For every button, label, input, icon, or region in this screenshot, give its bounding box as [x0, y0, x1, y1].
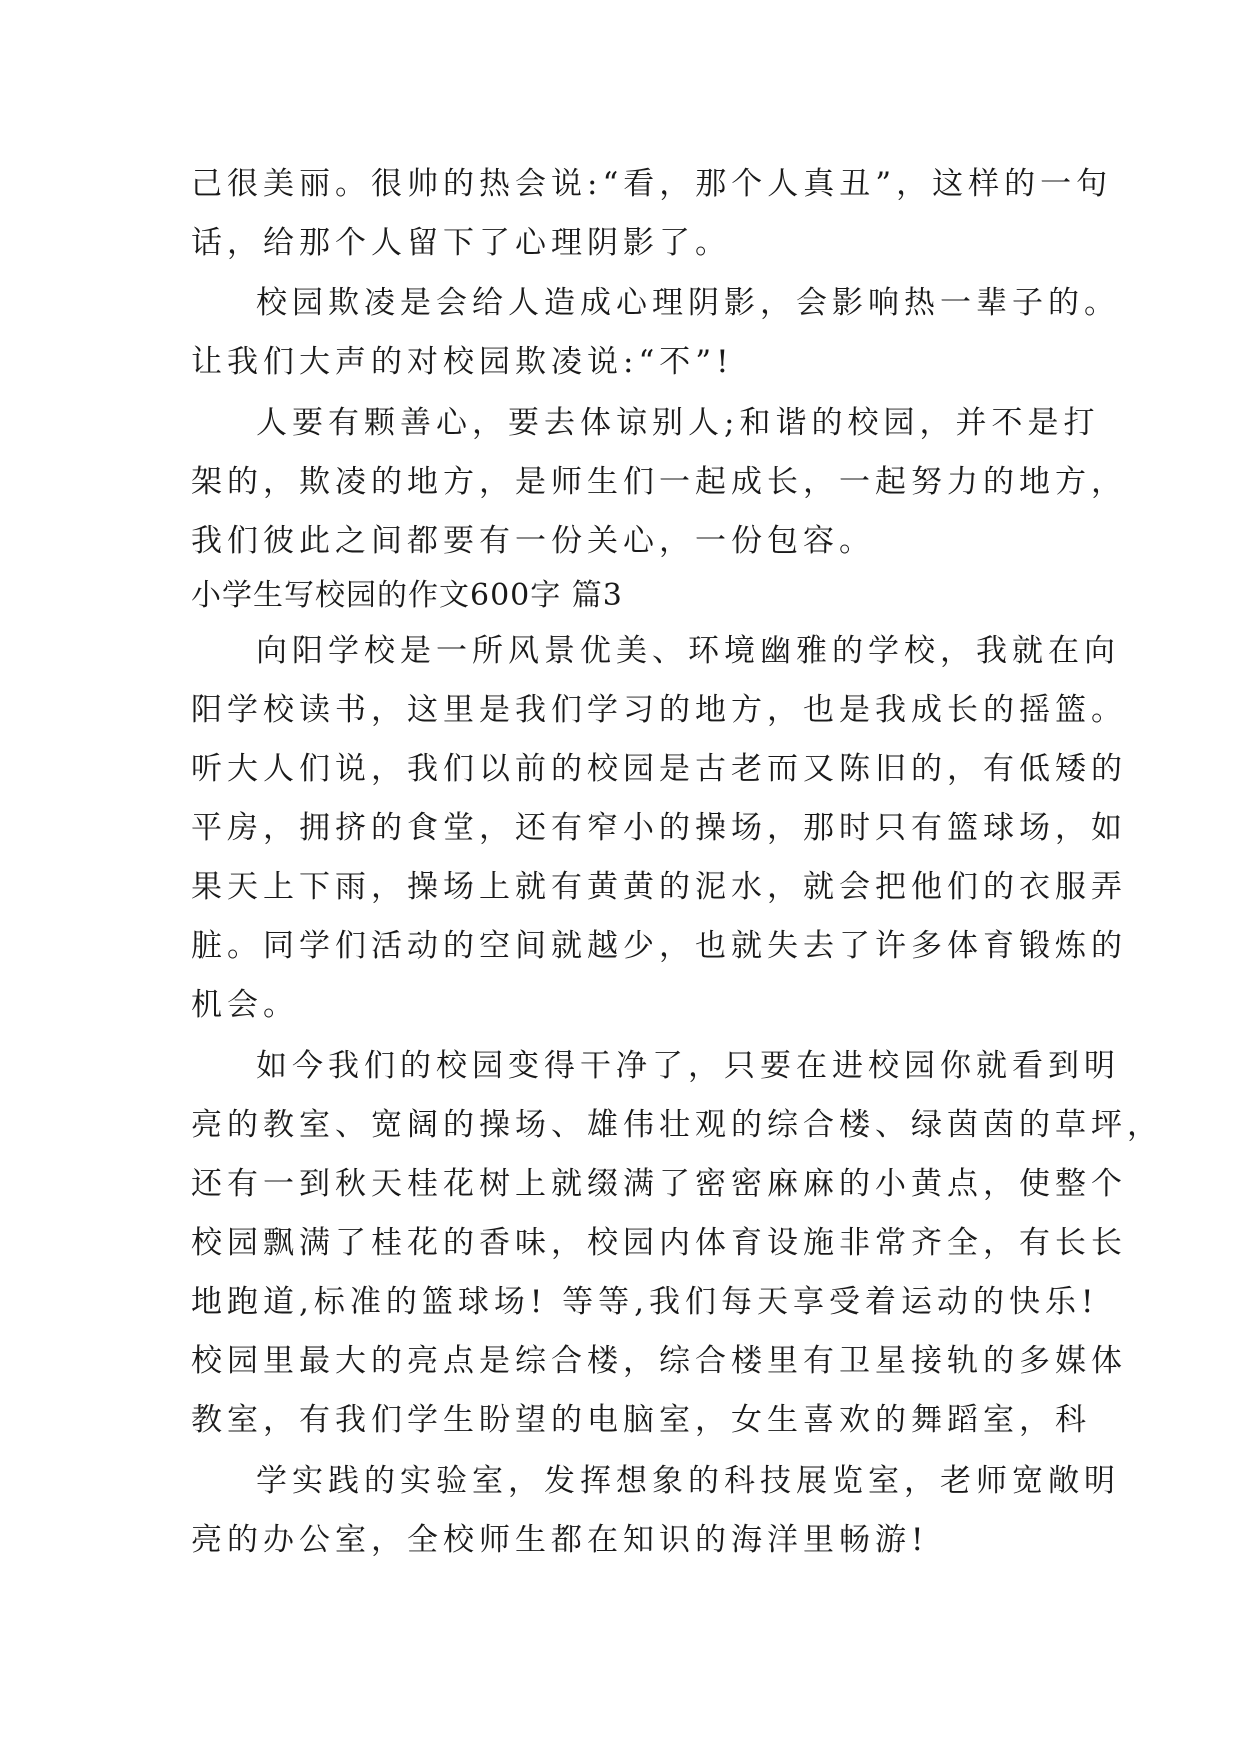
text-line: 校园欺凌是会给人造成心理阴影，会影响热一辈子的。 [256, 285, 1120, 321]
text-line: 学实践的实验室，发挥想象的科技展览室，老师宽敞明 [256, 1463, 1120, 1499]
text-line: 脏。同学们活动的空间就越少，也就失去了许多体育锻炼的 [191, 928, 1127, 964]
text-line: 己很美丽。很帅的热会说:“看，那个人真丑”，这样的一句 [191, 166, 1113, 202]
text-line: 架的，欺凌的地方，是师生们一起成长，一起努力的地方， [191, 464, 1127, 500]
text-line: 向阳学校是一所风景优美、环境幽雅的学校，我就在向 [256, 633, 1120, 669]
text-line: 亮的教室、宽阔的操场、雄伟壮观的综合楼、绿茵茵的草坪， [191, 1107, 1163, 1143]
section-heading: 小学生写校园的作文600字 篇3 [191, 578, 623, 613]
text-line: 平房，拥挤的食堂，还有窄小的操场，那时只有篮球场，如 [191, 810, 1127, 846]
text-line: 亮的办公室，全校师生都在知识的海洋里畅游! [191, 1522, 929, 1558]
text-line: 如今我们的校园变得干净了，只要在进校园你就看到明 [256, 1048, 1120, 1084]
text-line: 机会。 [191, 987, 299, 1023]
text-line: 人要有颗善心，要去体谅别人;和谐的校园，并不是打 [256, 405, 1100, 441]
text-line: 还有一到秋天桂花树上就缀满了密密麻麻的小黄点，使整个 [191, 1166, 1127, 1202]
text-line: 我们彼此之间都要有一份关心，一份包容。 [191, 523, 875, 559]
text-line: 地跑道,标准的篮球场! 等等,我们每天享受着运动的快乐! [191, 1284, 1099, 1320]
text-line: 阳学校读书，这里是我们学习的地方，也是我成长的摇篮。 [191, 692, 1127, 728]
text-line: 让我们大声的对校园欺凌说:“不”! [191, 344, 734, 380]
text-line: 果天上下雨，操场上就有黄黄的泥水，就会把他们的衣服弄 [191, 869, 1127, 905]
text-line: 校园飘满了桂花的香味，校园内体育设施非常齐全，有长长 [191, 1225, 1127, 1261]
text-line: 教室，有我们学生盼望的电脑室，女生喜欢的舞蹈室，科 [191, 1402, 1091, 1438]
text-line: 校园里最大的亮点是综合楼，综合楼里有卫星接轨的多媒体 [191, 1343, 1127, 1379]
text-line: 听大人们说，我们以前的校园是古老而又陈旧的，有低矮的 [191, 751, 1127, 787]
text-line: 话，给那个人留下了心理阴影了。 [191, 225, 731, 261]
